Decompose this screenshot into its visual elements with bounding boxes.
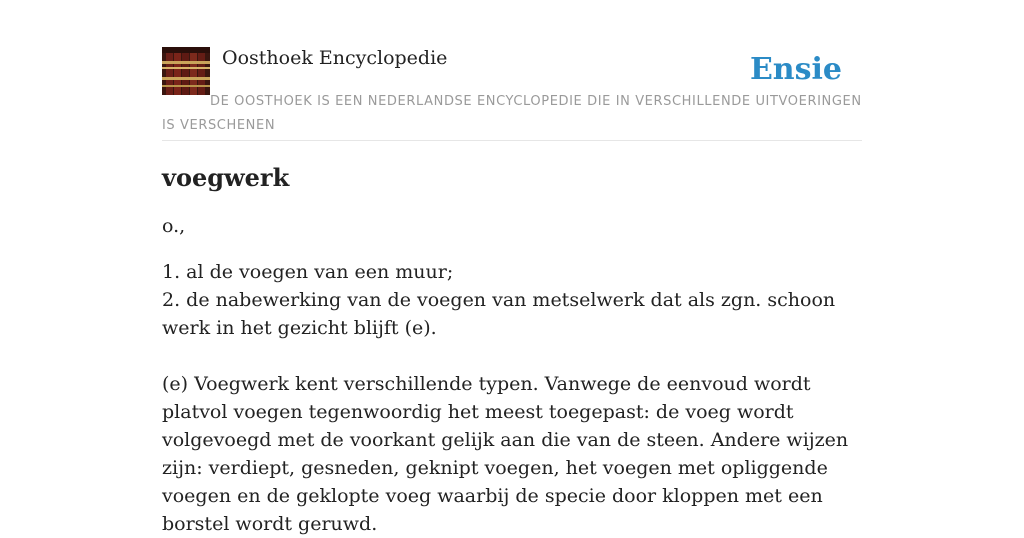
site-title[interactable]: Oosthoek Encyclopedie	[222, 47, 448, 69]
books-icon	[162, 47, 210, 95]
tagline: DE OOSTHOEK IS EEN NEDERLANDSE ENCYCLOPEDIE DIE IN VERSCHILLENDE UITVOERINGEN IS VERSCHENEN	[162, 94, 862, 133]
header	[162, 46, 862, 141]
headword: voegwerk	[162, 163, 290, 192]
definition-1: 1. al de voegen van een muur;	[162, 261, 454, 283]
spacer	[162, 342, 862, 370]
entry-content	[162, 160, 862, 538]
brand-logo[interactable]: Ensie	[749, 52, 842, 87]
definitions	[162, 258, 862, 538]
explanation-paragraph: (e) Voegwerk kent verschillende typen. Vanwege de eenvoud wordt platvol voegen tegenwoordig het meest toegepast: de voeg wordt volgevoegd met de voorkant gelijk aan die van de steen. Andere wijzen zijn: verdiept, gesneden, geknipt voegen, het voegen met opliggende voegen en de geklopte voeg waarbij de specie door kloppen met een borstel wordt geruwd.	[162, 373, 849, 535]
definition-2: 2. de nabewerking van de voegen van metselwerk dat als zgn. schoon werk in het gezicht blijft (e).	[162, 289, 836, 339]
grammar-label: o.,	[162, 215, 186, 237]
avatar[interactable]	[162, 47, 210, 95]
